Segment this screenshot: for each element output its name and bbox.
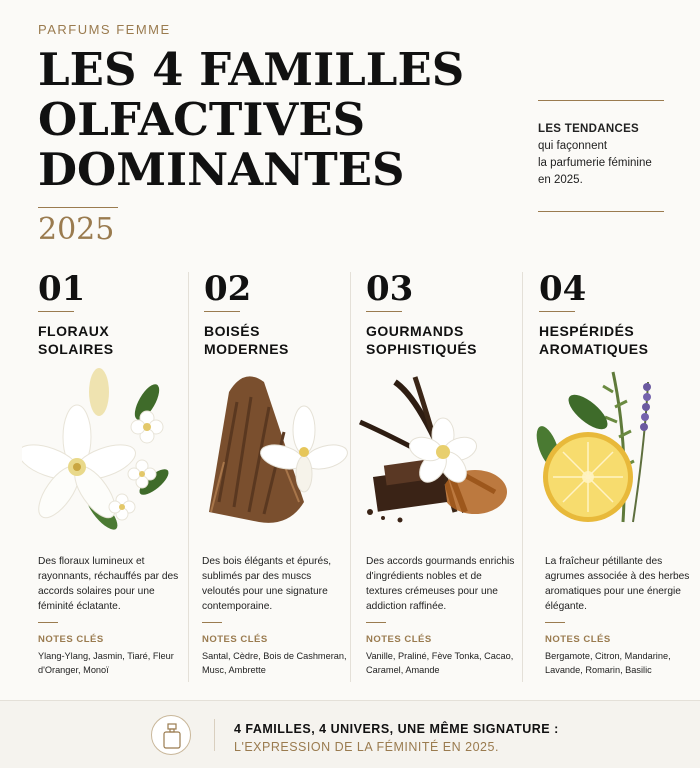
footer-tagline-2: L'EXPRESSION DE LA FÉMINITÉ EN 2025. — [234, 740, 499, 754]
footer — [0, 700, 700, 768]
family-description: Des floraux lumineux et rayonnants, réchauffés par des accords solaires pour une féminité éclatante. — [38, 556, 179, 612]
family-description: La fraîcheur pétillante des agrumes associée à des herbes aromatiques pour une énergie élégante. — [545, 556, 690, 612]
aside-line-2: qui façonnent — [538, 140, 608, 152]
header — [38, 22, 498, 247]
family-name-line-2: MODERNES — [204, 341, 289, 357]
notes-rule — [202, 622, 222, 623]
family-number: 04 — [539, 269, 587, 309]
notes-label: NOTES CLÉS — [38, 634, 104, 645]
notes-list: Santal, Cèdre, Bois de Cashmeran, Musc, Ambrette — [202, 651, 347, 675]
title-line-1: LES 4 FAMILLES — [38, 43, 465, 96]
notes-label: NOTES CLÉS — [545, 634, 611, 645]
family-card-hesperides — [522, 269, 700, 682]
family-name — [539, 322, 648, 358]
family-name-line-2: SOLAIRES — [38, 341, 114, 357]
family-description: Des bois élégants et épurés, sublimés par des muscs veloutés pour une signature contemporaine. — [202, 556, 332, 612]
trends-aside — [538, 100, 664, 212]
family-name-line-2: SOPHISTIQUÉS — [366, 341, 478, 357]
number-rule — [204, 311, 240, 312]
notes-rule — [366, 622, 386, 623]
family-name — [38, 322, 114, 358]
eyebrow: PARFUMS FEMME — [38, 22, 171, 37]
aside-text — [538, 121, 664, 189]
notes-list: Ylang-Ylang, Jasmin, Tiaré, Fleur d'Oranger, Monoï — [38, 651, 174, 675]
title-line-2: OLFACTIVES — [38, 93, 366, 146]
family-description: Des accords gourmands enrichis d'ingrédients nobles et de textures crémeuses pour une addiction raffinée. — [366, 556, 515, 612]
number-rule — [539, 311, 575, 312]
year: 2025 — [38, 212, 115, 247]
footer-tagline-1: 4 FAMILLES, 4 UNIVERS, UNE MÊME SIGNATURE : — [234, 722, 559, 736]
lemon-herbs-icon — [533, 362, 695, 542]
page-title — [38, 45, 498, 195]
family-number: 02 — [204, 269, 252, 309]
aside-bottom-rule — [538, 211, 664, 212]
notes-list: Vanille, Praliné, Fève Tonka, Cacao, Caramel, Amande — [366, 651, 514, 675]
year-divider — [38, 207, 118, 208]
family-card-gourmands — [350, 269, 522, 682]
title-line-3: DOMINANTES — [38, 143, 405, 196]
family-name-line-1: HESPÉRIDÉS — [539, 323, 635, 339]
family-name-line-1: GOURMANDS — [366, 323, 464, 339]
family-number: 03 — [366, 269, 414, 309]
family-name — [204, 322, 289, 358]
family-card-floraux — [0, 269, 188, 682]
family-name-line-1: FLORAUX — [38, 323, 110, 339]
notes-list: Bergamote, Citron, Mandarine, Lavande, Romarin, Basilic — [545, 651, 671, 675]
notes-label: NOTES CLÉS — [202, 634, 268, 645]
aside-line-3: la parfumerie féminine — [538, 157, 652, 169]
vanilla-chocolate-icon — [355, 362, 517, 542]
aside-bold: LES TENDANCES — [538, 123, 640, 135]
aside-top-rule — [538, 100, 664, 101]
notes-rule — [545, 622, 565, 623]
notes-rule — [38, 622, 58, 623]
perfume-bottle-icon — [151, 715, 191, 755]
families-grid — [0, 269, 700, 682]
family-name-line-2: AROMATIQUES — [539, 341, 649, 357]
family-name-line-1: BOISÉS — [204, 323, 260, 339]
footer-divider — [214, 719, 215, 751]
family-name — [366, 322, 477, 358]
aside-line-4: en 2025. — [538, 174, 583, 186]
wood-and-flower-icon — [189, 362, 351, 542]
white-flowers-icon — [22, 362, 184, 542]
number-rule — [366, 311, 402, 312]
number-rule — [38, 311, 74, 312]
family-card-boises — [188, 269, 350, 682]
notes-label: NOTES CLÉS — [366, 634, 432, 645]
family-number: 01 — [38, 269, 86, 309]
